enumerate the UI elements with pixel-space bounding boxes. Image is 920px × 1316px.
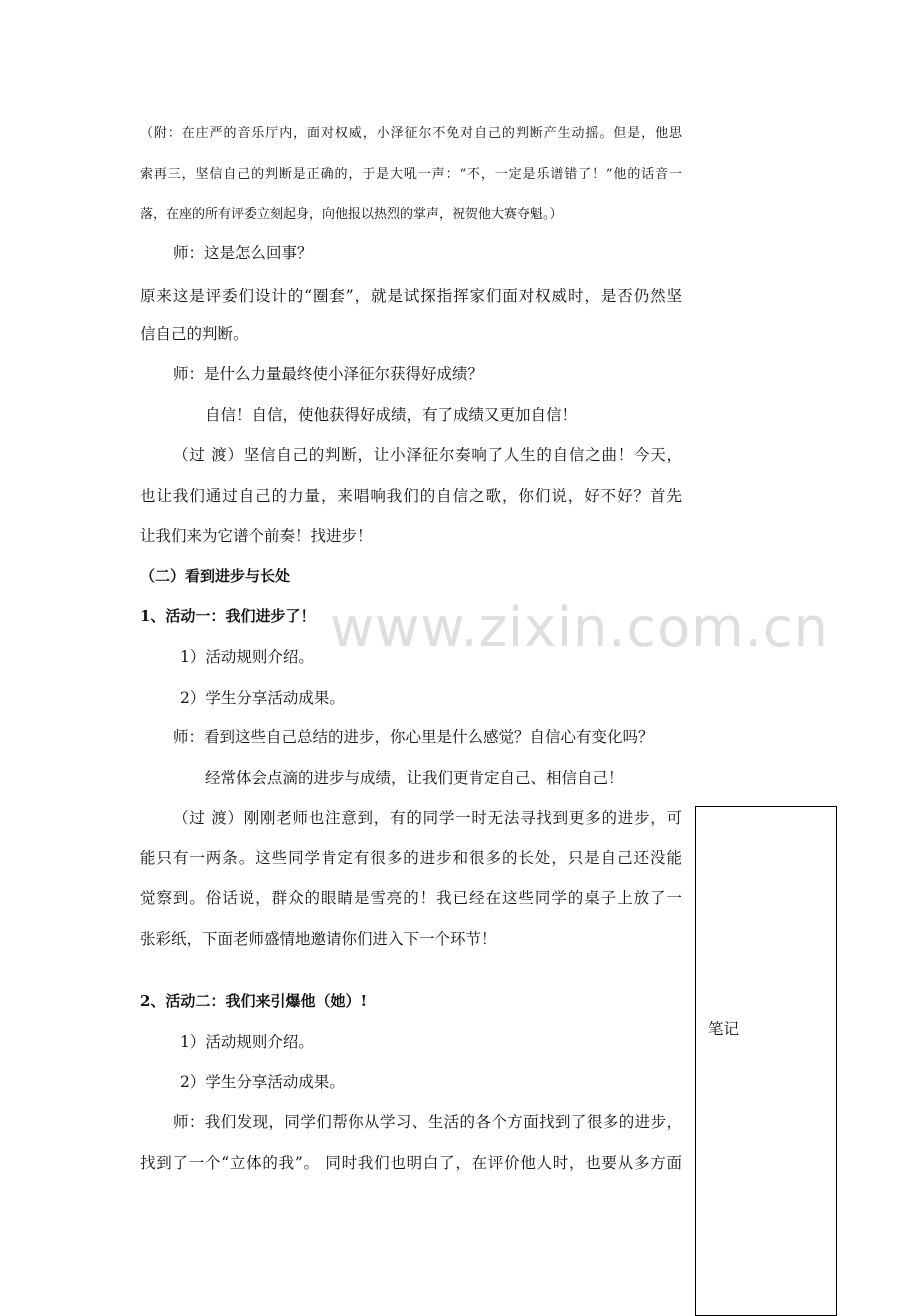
activity-1-summary: 经常体会点滴的进步与成绩，让我们更肯定自己、相信自己！: [205, 769, 624, 787]
teacher-question-1: 师：这是怎么回事？: [173, 244, 313, 262]
activity-1-step-2: 2）学生分享活动成果。: [180, 689, 345, 707]
activity-2-heading: 2、活动二：我们来引爆他（她）!: [140, 992, 368, 1010]
watermark: www.zixin.com.cn: [330, 596, 829, 659]
activity-2-teacher-line-2: 找到了一个“立体的我”。 同时我们也明白了，在评价他人时，也要从多方面: [140, 1154, 682, 1172]
appendix-line-1: （附：在庄严的音乐厅内，面对权威，小泽征尔不免对自己的判断产生动摇。但是，他思: [140, 126, 682, 141]
appendix-line-2: 索再三，坚信自己的判断是正确的，于是大吼一声：“不，一定是乐谱错了！”他的话音一: [140, 167, 682, 182]
answer-1-line-2: 信自己的判断。: [140, 325, 249, 343]
answer-2: 自信！自信，使他获得好成绩，有了成绩又更加自信！: [205, 406, 578, 424]
transition-2-line-1: （过 渡）刚刚老师也注意到，有的同学一时无法寻找到更多的进步，可: [173, 809, 682, 827]
activity-1-step-1: 1）活动规则介绍。: [180, 648, 314, 666]
transition-2-line-2: 能只有一两条。这些同学肯定有很多的进步和很多的长处，只是自己还没能: [140, 849, 682, 867]
transition-1-line-1: （过 渡）坚信自己的判断，让小泽征尔奏响了人生的自信之曲！今天，: [173, 446, 682, 464]
transition-1-line-2: 也让我们通过自己的力量，来唱响我们的自信之歌，你们说，好不好？首先: [140, 487, 682, 505]
notes-label: 笔记: [708, 1020, 740, 1038]
notes-box: [695, 806, 837, 1316]
section-2-heading: （二）看到进步与长处: [140, 567, 291, 585]
appendix-line-3: 落，在座的所有评委立刻起身，向他报以热烈的掌声，祝贺他大赛夺魁。）: [140, 207, 563, 222]
activity-1-heading: 1、活动一：我们进步了！: [140, 607, 316, 625]
transition-1-line-3: 让我们来为它谱个前奏！找进步！: [140, 527, 373, 545]
transition-2-line-3: 觉察到。俗话说，群众的眼睛是雪亮的！我已经在这些同学的桌子上放了一: [140, 889, 682, 907]
activity-2-teacher-line-1: 师：我们发现，同学们帮你从学习、生活的各个方面找到了很多的进步，: [173, 1113, 682, 1131]
transition-2-line-4: 张彩纸，下面老师盛情地邀请你们进入下一个环节！: [140, 930, 497, 948]
activity-1-teacher: 师：看到这些自己总结的进步，你心里是什么感觉？自信心有变化吗？: [173, 728, 654, 746]
answer-1-line-1: 原来这是评委们设计的“圈套”，就是试探指挥家们面对权威时，是否仍然坚: [140, 287, 682, 305]
teacher-question-2: 师：是什么力量最终使小泽征尔获得好成绩？: [173, 365, 484, 383]
activity-2-step-1: 1）活动规则介绍。: [180, 1033, 314, 1051]
activity-2-step-2: 2）学生分享活动成果。: [180, 1073, 345, 1091]
